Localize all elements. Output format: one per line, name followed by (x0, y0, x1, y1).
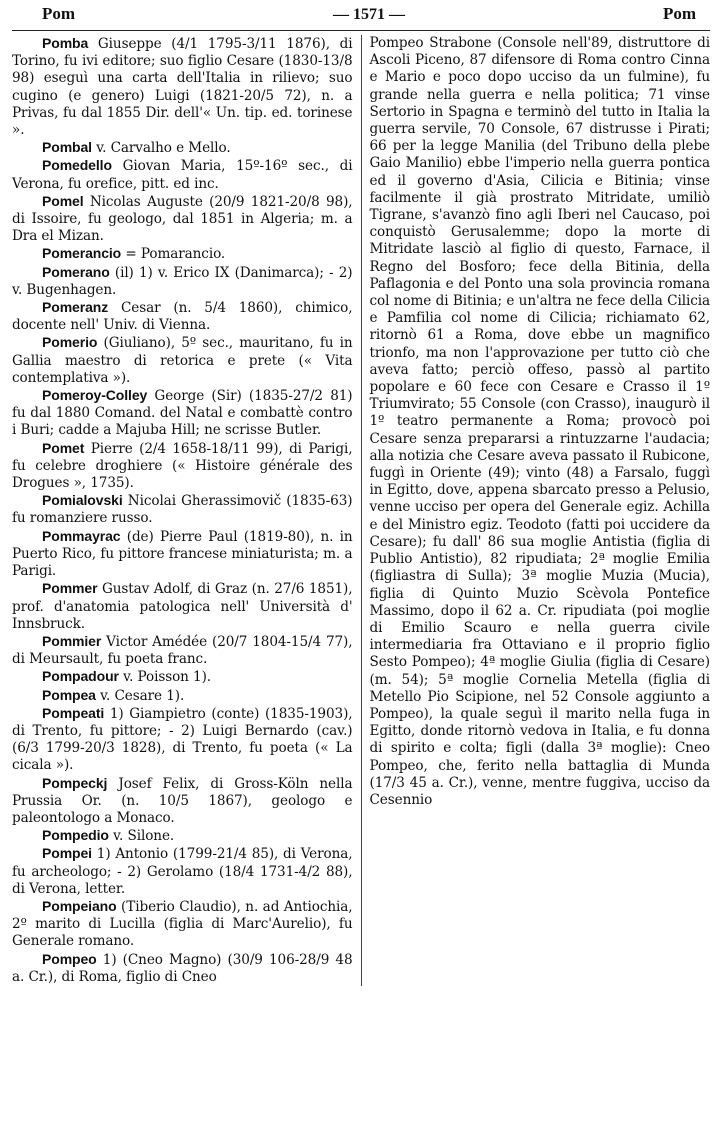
entry-headword: Pompei (42, 845, 92, 862)
entry-text: v. Carvalho e Mello. (91, 140, 231, 157)
dictionary-entry (12, 440, 353, 493)
header-right-guide-word: Pom (662, 4, 696, 23)
entry-text: Gustav Adolf, di Graz (n. 27/6 1851), prof. d'anatomia patologica nell' Università d' Innsbruck. (12, 581, 353, 632)
dictionary-entry (12, 193, 353, 246)
dictionary-entry (12, 35, 353, 139)
entry-headword: Pomba (42, 35, 89, 51)
entry-text: 1) Antonio (1799-21/4 85), di Verona, fu archeologo; - 2) Gerolamo (18/4 1731-4/2 88), di Verona, letter. (12, 846, 353, 897)
entry-text: Pierre (2/4 1658-18/11 99), di Parigi, fu celebre droghiere (« Histoire générale des Drogues », 1735). (12, 440, 353, 492)
entry-text: v. Cesare 1). (95, 687, 185, 704)
entry-text: = Pomarancio. (121, 246, 226, 263)
dictionary-entry (12, 157, 353, 192)
entry-text: Nicolas Auguste (20/9 1821-20/8 98), di Issoire, fu geologo, dal 1851 in Algeria; m. a Dra el Mizan. (12, 193, 353, 245)
entry-text: Giovan Maria, 15º-16º sec., di Verona, fu orefice, pitt. ed inc. (12, 158, 353, 192)
entry-headword: Pommier (42, 632, 102, 649)
entry-text: v. Silone. (108, 828, 175, 845)
entry-headword: Pomedello (42, 157, 112, 174)
entry-headword: Pompadour (42, 668, 119, 685)
dictionary-entry (12, 687, 353, 705)
page-number: — 1571 — (333, 6, 405, 23)
dictionary-entry (12, 951, 353, 986)
page-header (12, 4, 710, 30)
dictionary-entry (12, 668, 353, 686)
entry-text: Josef Felix, di Gross-Köln nella Prussia Or. (n. 10/5 1867), geologo e paleontologo a Monaco. (12, 775, 353, 826)
dictionary-entry (12, 580, 353, 633)
dictionary-entry (12, 827, 353, 845)
entry-headword: Pomel (42, 192, 84, 209)
continued-entry: Pompeo Strabone (Console nell'89, distruttore di Ascoli Piceno, 87 difensore di Roma contro Cinna e Mario e poco dopo ucciso da un fulmine), fu grande nella guerra e nella politica; 71 vinse Sertorio in Spagna e terminò del tutto in Italia la guerra servile, 70 Console, 67 distrusse i Pirati; 66 per la legge Manilia (del Tribuno della plebe Gaio Manilio) ebbe l'imperio nella guerra pontica ed il governo d'Asia, Cilicia e Bitinia; vinse facilmente il già prostrato Mitridate, umiliò Tigrane, s'avanzò fino agli Iberi nel Caucaso, poi conquistò Gerusalemme; dopo la morte di Mitridate lasciò al figlio di questo, Farnace, il Regno del Bosforo; fece della Bitinia, della Paflagonia e del Ponto una sola provincia romana col nome di Bitinia; e un'altra ne fece della Cilicia e Pamfilia col nome di Cilicia; richiamato 62, ritornò 61 a Roma, dove ebbe un magnifico trionfo, ma non l'approvazione per tutto ciò che aveva fatto; perciò offeso, passò al partito popolare e 60 fece con Cesare e Crasso il 1º Triumvirato; 55 Console (con Crasso), inaugurò il 1º teatro permanente a Roma; provocò poi Cesare senza prepararsi a rintuzzarne l'audacia; alla notizia che Cesare aveva passato il Rubicone, fuggì in Oriente (49); vinto (48) a Farsalo, fuggì in Egitto, dove, appena sbarcato presso a Pelusio, venne ucciso per opera del Generale egiz. Achilla e del Ministro egiz. Teodoto (fatti poi uccidere da Cesare); fu dall' 86 sua moglie Antistia (figlia di Publio Antistio), 82 ripudiata; 2ª moglie Emilia (figliastra di Sulla); 3ª moglie Muzia (Mucia), figlia di Quinto Muzio Scèvola Pontefice Massimo, dopo il 62 a. Cr. ripudiata (poi moglie di Emilio Scauro e nella guerra civile intermediaria fra Ottaviano e il proprio figlio Sesto Pompeo); 4ª moglie Giulia (figlia di Cesare) (m. 54); 5ª moglie Cornelia Metella (figlia di Metello Pio Scipione, nel 52 Console aggiunto a Pompeo), la quale seguì il marito nella fuga in Egitto, donde ritornò vedova in Italia, e fu donna di spirito e colta; figli (dalla 3ª moglie): Cneo Pompeo, che, ferito nella battaglia di Munda (17/3 45 a. Cr.), venne, mentre fuggiva, ucciso da Cesennio (369, 35, 710, 808)
dictionary-entry (12, 898, 353, 951)
dictionary-entry (12, 845, 353, 898)
entry-headword: Pomerio (42, 334, 98, 351)
entry-headword: Pomet (42, 439, 85, 456)
entry-text: (Giuliano), 5º sec., mauritano, fu in Gallia maestro di retorica e prete (« Vita contemplativa »). (12, 335, 353, 386)
entry-headword: Pompeati (42, 704, 105, 721)
entry-headword: Pompea (42, 686, 96, 703)
entry-headword: Pombal (42, 139, 92, 156)
entry-text: Victor Amédée (20/7 1804-15/4 77), di Meursault, fu poeta franc. (12, 633, 353, 668)
entry-headword: Pompeckj (42, 774, 108, 791)
entry-headword: Pommer (42, 580, 98, 597)
entry-text: v. Poisson 1). (118, 669, 212, 686)
entry-headword: Pomerano (42, 263, 110, 280)
dictionary-entry (12, 245, 353, 263)
entry-headword: Pompedio (42, 827, 109, 844)
right-column (362, 35, 711, 986)
dictionary-entry (12, 299, 353, 334)
left-column (12, 35, 361, 986)
dictionary-entry (12, 633, 353, 668)
entry-text: George (Sir) (1835-27/2 81) fu dal 1880 Comand. del Natal e combattè contro i Buri; cadde a Majuba Hill; ne scrisse Butler. (12, 388, 353, 439)
entry-text: 1) (Cneo Magno) (30/9 106-28/9 48 a. Cr.), di Roma, figlio di Cneo (12, 951, 353, 985)
entry-headword: Pommayrac (42, 527, 121, 544)
entry-text: (il) 1) v. Erico IX (Danimarca); - 2) v. Bugenhagen. (12, 264, 353, 298)
dictionary-entry (12, 139, 353, 157)
header-rule (12, 30, 710, 31)
entry-text: (de) Pierre Paul (1819-80), n. in Puerto Rico, fu pittore francese miniaturista; m. a Parigi. (12, 528, 353, 580)
dictionary-entry (12, 334, 353, 387)
entry-headword: Pomerancio (42, 245, 122, 262)
entry-text: Nicolai Gherassimovič (1835-63) fu romanziere russo. (12, 493, 353, 527)
header-left-guide-word: Pom (42, 4, 76, 23)
entry-headword: Pomeranz (42, 299, 109, 316)
dictionary-entry (12, 387, 353, 440)
dictionary-entry (12, 492, 353, 527)
entry-text: Giuseppe (4/1 1795-3/11 1876), di Torino, fu ivi editore; suo figlio Cesare (1830-13/8 98) eseguì una carta dell'Italia in rilievo; suo cugino (e genero) Luigi (1821-20/5 72), n. a Privas, fu dal 1855 Dir. dell'« Un. tip. ed. torinese ». (12, 36, 353, 139)
entry-headword: Pomialovski (42, 492, 123, 509)
two-column-body (12, 35, 710, 986)
entry-headword: Pomeroy-Colley (42, 387, 148, 404)
dictionary-entry (12, 775, 353, 828)
dictionary-entry (12, 528, 353, 581)
entry-text: 1) Giampietro (conte) (1835-1903), di Trento, fu pittore; - 2) Luigi Bernardo (cav.) (6/3 1799-20/3 1828), di Trento, fu poeta (« La cicala »). (12, 705, 353, 774)
entry-headword: Pompeo (42, 950, 97, 967)
dictionary-entry (12, 705, 353, 775)
entry-text: (Tiberio Claudio), n. ad Antiochia, 2º marito di Lucilla (figlia di Marc'Aurelio), fu Generale romano. (12, 898, 353, 950)
entry-text: Cesar (n. 5/4 1860), chimico, docente nell' Univ. di Vienna. (12, 300, 353, 334)
entry-headword: Pompeiano (42, 897, 117, 914)
dictionary-entry (12, 264, 353, 299)
